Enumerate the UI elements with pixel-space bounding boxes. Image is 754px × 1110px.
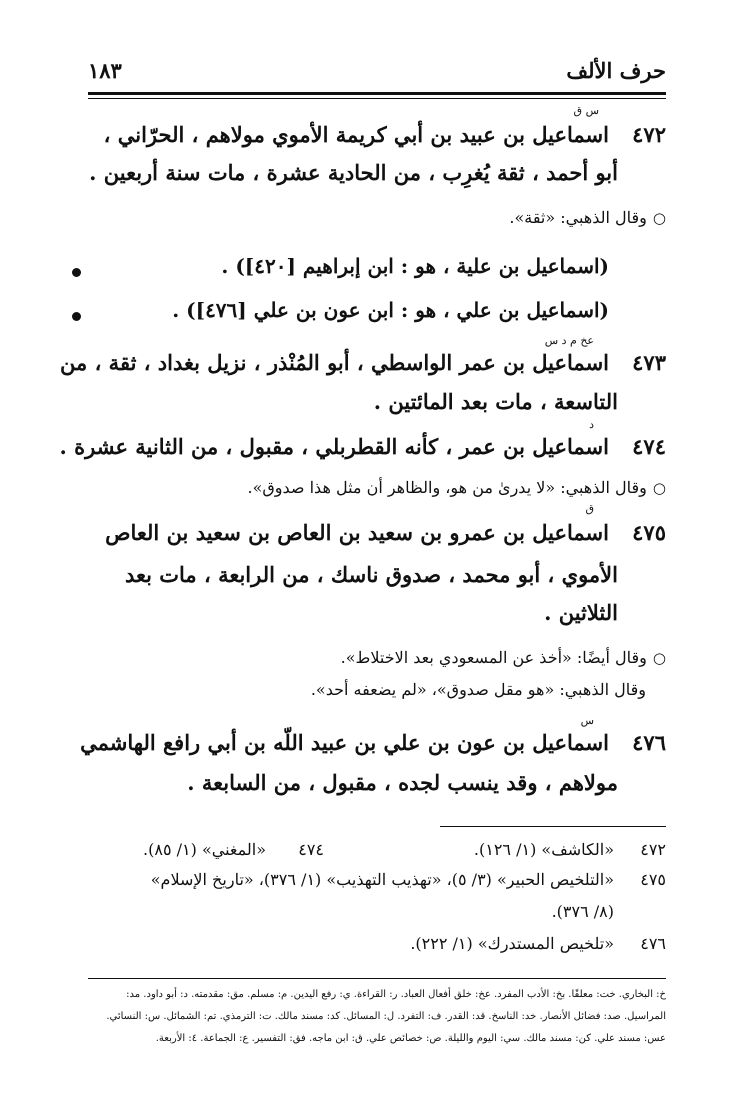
entry-line: اسماعيل بن عبيد بن أبي كريمة الأموي مولاهم ، الحرّاني ، [103,122,609,147]
entry-line: اسماعيل بن عمر الواسطي ، أبو المُنْذر ، نزيل بغداد ، ثقة ، من [60,350,609,375]
bullet-dot-icon [72,268,81,277]
entry-number: ٤٧٢ [632,122,666,147]
dhahabi-note: وقال الذهبي: «هو مقل صدوق»، «لم يضعفه أحد». [310,680,646,699]
entry-number: ٤٧٥ [632,520,666,545]
footnote-rule [440,826,666,827]
entry-sigla: ق [585,502,594,515]
circle-marker-icon: ○ [652,209,666,227]
entry-line: مولاهم ، وقد ينسب لجده ، مقبول ، من السابعة . [187,770,618,795]
entry-sigla: س ق [573,104,599,117]
footnote-number: ٤٧٥ [640,870,666,889]
footnote-text: «تلخيص المستدرك» (١/ ٢٢٢). [410,934,614,953]
entry-number: ٤٧٤ [632,434,666,459]
header-rule-thin [88,98,666,99]
entry-line: اسماعيل بن عمرو بن سعيد بن العاص بن سعيد بن العاص [105,520,609,545]
bullet-dot-icon [72,312,81,321]
dhahabi-note: ○وقال الذهبي: «لا يدرىٰ من هو، والظاهر أن مثل هذا صدوق». [247,478,666,497]
chapter-title: حرف الألف [566,58,666,83]
footnote-text-continued: (٨/ ٣٧٦). [551,902,614,921]
abbreviations-rule [88,978,666,979]
footnote-text: «التلخيص الحبير» (٣/ ٥)، «تهذيب التهذيب» (١/ ٣٧٦)، «تاريخ الإسلام» [150,870,614,889]
entry-sigla: س [580,714,594,727]
footnote-text: «المغني» (١/ ٨٥). [143,840,266,859]
cross-reference: (اسماعيل بن علي ، هو : ابن عون بن علي [٤٧٦]) . [172,298,609,322]
entry-number: ٤٧٦ [632,730,666,755]
entry-line: الأموي ، أبو محمد ، صدوق ناسك ، من الرابعة ، مات بعد [124,562,618,587]
entry-sigla: عخ م د س [544,334,594,347]
circle-marker-icon: ○ [652,649,666,667]
entry-line: اسماعيل بن عون بن علي بن عبيد اللّه بن أبي رافع الهاشمي [80,730,609,755]
entry-line: أبو أحمد ، ثقة يُغرِب ، من الحادية عشرة ، مات سنة أربعين . [89,160,618,185]
header-rule-thick [88,92,666,95]
entry-number: ٤٧٣ [632,350,666,375]
also-said-note: ○وقال أيضًا: «أخذ عن المسعودي بعد الاختلاط». [340,648,666,667]
entry-line: التاسعة ، مات بعد المائتين . [373,389,618,414]
entry-line: اسماعيل بن عمر ، كأنه القطربلي ، مقبول ، من الثانية عشرة . [59,434,609,459]
page-header [88,58,666,88]
page-number: ١٨٣ [88,58,122,83]
footnote-number: ٤٧٢ [640,840,666,859]
dhahabi-note: ○وقال الذهبي: «ثقة». [509,208,666,227]
entry-sigla: د [589,418,594,431]
entry-line: الثلاثين . [544,600,618,625]
cross-reference: (اسماعيل بن علية ، هو : ابن إبراهيم [٤٢٠]) . [221,254,609,278]
footnote-number: ٤٧٤ [298,840,324,859]
footnote-text: «الكاشف» (١/ ١٢٦). [473,840,614,859]
abbreviations-key: خ: البخاري. خت: معلقًا. بخ: الأدب المفرد. عخ: خلق أفعال العباد. ر: القراءة. ي: رفع اليدين. م: مسلم. مق: مقدمته. د: أبو داود. مد: المراسيل. صد: فضائل الأنصار. خد: الناسخ. قد: القدر. ف: التفرد. ل: المسائل. كد: مسند مالك. ت: الترمذي. تم: الشمائل. س: النسائي. عس: مسند علي. كن: مسند مالك. سي: اليوم والليلة. ص: خصائص علي. ق: ابن ماجه. فق: التفسير. ع: الجماعة. ٤: الأربعة. [106,989,666,1044]
footnote-number: ٤٧٦ [640,934,666,953]
circle-marker-icon: ○ [652,479,666,497]
